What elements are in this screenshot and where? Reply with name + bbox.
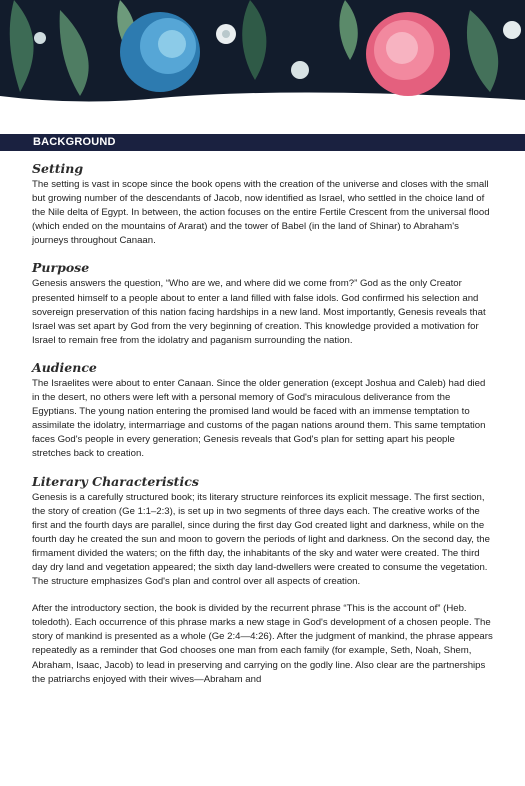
- setting-paragraph: The setting is vast in scope since the book opens with the creation of the universe and closes with the small but growing number of the descendants of Jacob, now identified as Israel, who settled in the choice land of the Nile delta of Egypt. In between, the action focuses on the entire Fertile Crescent from the universal flood (which ended on the mountains of Ararat) and the tower of Babel (in the land of Shinar) to Abraham's journeys throughout Canaan.: [32, 179, 490, 247]
- literary-paragraph-1: Genesis is a carefully structured book; its literary structure reinforces its explicit message. The first section, the story of creation (Ge 1:1–2:3), is set up in two segments of three days each. The creative works of the first and the fourth days are parallel, since during the first day God created light and darkness, while on the fourth day he created the sun and moon to govern the periods of light and darkness. On the second day, the firmament divided the waters; on the fifth day, the inhabitants of the sky and water were created. The third day dry land and vegetation appeared; the sixth day land-dwellers were created to consume the vegetation. The structure emphasizes God's plan and control over all aspects of creation.: [32, 491, 490, 588]
- audience-heading: Audience: [32, 359, 97, 375]
- audience-paragraph: The Israelites were about to enter Canaan. Since the older generation (except Joshua and Caleb) had died in the desert, no others were left with a personal memory of God's miraculous deliverance from the Egyptians. The young nation entering the promised land would be faced with an immense temptation to assimilate the idolatry, intermarriage and customs of the pagan nations around them. This same temptation faces God's people in every generation; Genesis reveals that God's plan for setting apart his people stretches back to creation.: [32, 377, 486, 460]
- page-content: [32, 162, 494, 687]
- purpose-heading: Purpose: [32, 260, 90, 276]
- literary-paragraph-2: After the introductory section, the book is divided by the recurrent phrase “This is the account of” (Heb. toledoth). Each occurrence of this phrase marks a new stage in God's development of a chosen people. The story of mankind is presented as a whole (Ge 2:4—4:26). After the judgment of mankind, the phrase appears repeatedly as a reminder that God chooses one man from each family (for example, Seth, Noah, Shem, Abraham, Isaac, Jacob) to lead in preserving and carrying on the godly line. Also clear are the partnerships the patriarchs enjoyed with their wives—Abraham and: [32, 603, 493, 685]
- floral-header-illustration: [0, 0, 525, 108]
- literary-characteristics-heading: Literary Characteristics: [32, 473, 199, 489]
- setting-heading: Setting: [32, 161, 84, 176]
- purpose-paragraph: Genesis answers the question, “Who are we, and where did we come from?” God as the only Creator presented himself to a people about to enter a land filled with false idols. God confirmed his selection and sovereign preservation of this nation facing hardships in a new land. Most importantly, Genesis reveals that Israel was set apart by God from the very beginning of creation. This knowledge provided a motivation for Israel to remain free from the idolatry and paganism surrounding the nation.: [32, 278, 486, 346]
- section-title: BACKGROUND: [33, 136, 116, 148]
- section-header-bar: [0, 134, 525, 151]
